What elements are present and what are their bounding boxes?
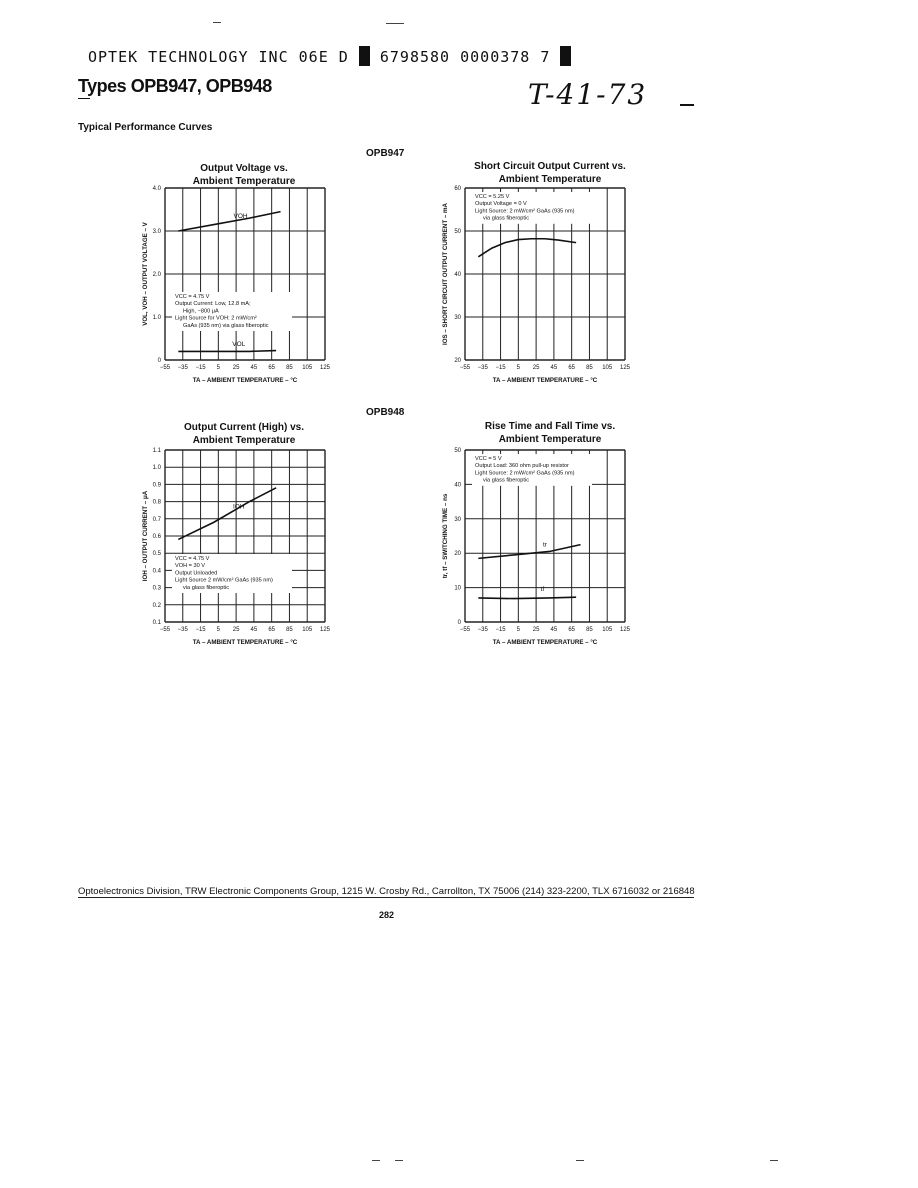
annotation-text: via glass fiberoptic — [183, 584, 230, 591]
chart-title-line: Output Current (High) vs. — [184, 422, 304, 433]
x-tick-label: 25 — [532, 365, 540, 371]
y-axis-label: IOH – OUTPUT CURRENT – μA — [142, 490, 149, 582]
y-tick-label: 0.6 — [152, 534, 161, 540]
annotation-text: Light Source for VOH: 2 mW/cm² — [175, 315, 257, 322]
x-tick-label: 105 — [602, 365, 613, 371]
footer-rule — [78, 897, 694, 898]
chart-short-circuit-current — [430, 180, 645, 390]
black-block-mark — [359, 46, 370, 66]
y-tick-label: 0.1 — [152, 620, 161, 626]
y-tick-label: 0.2 — [152, 602, 161, 609]
annotation-text: VOH = 30 V — [175, 563, 206, 570]
x-tick-label: −35 — [177, 627, 188, 633]
x-tick-label: 125 — [319, 365, 331, 371]
y-tick-label: 30 — [454, 516, 461, 523]
scan-speck — [213, 22, 221, 23]
x-tick-label: 25 — [532, 627, 540, 633]
x-tick-label: 85 — [286, 365, 293, 371]
annotation-text: VCC = 4.75 V — [175, 556, 210, 562]
x-tick-label: −15 — [495, 365, 506, 371]
dash-mark — [680, 104, 694, 106]
y-tick-label: 1.0 — [152, 315, 161, 321]
annotation-text: Output Current: Low, 12.8 mA; — [175, 301, 251, 308]
company-name: OPTEK TECHNOLOGY INC — [88, 48, 289, 66]
x-tick-label: −55 — [459, 365, 471, 371]
chart-title-line: Ambient Temperature — [192, 176, 296, 187]
y-axis-label: VOL, VOH – OUTPUT VOLTAGE – V — [142, 222, 149, 326]
scan-speck — [576, 1160, 584, 1161]
x-tick-label: 125 — [319, 627, 331, 633]
x-tick-label: 45 — [250, 627, 258, 633]
x-tick-label: 65 — [568, 627, 576, 633]
annotation-text: VCC = 5 V — [475, 456, 502, 462]
chart-title-line: Ambient Temperature — [498, 174, 602, 185]
x-tick-label: 5 — [516, 627, 521, 633]
x-tick-label: 105 — [602, 627, 613, 633]
handwritten-note: T-41-73 — [528, 78, 648, 111]
y-tick-label: 40 — [454, 272, 461, 278]
footer-address: Optoelectronics Division, TRW Electronic Components Group, 1215 W. Crosby Rd., Carrollton, TX 75006 (214) 323-2200, TLX 6716032 or 216848 — [78, 886, 695, 897]
x-tick-label: −35 — [477, 627, 488, 633]
x-tick-label: 5 — [216, 627, 221, 633]
chart-title-line: Output Voltage vs. — [200, 163, 288, 174]
y-tick-label: 3.0 — [152, 229, 161, 235]
x-tick-label: −15 — [495, 627, 506, 633]
document-number: 6798580 0000378 7 — [379, 48, 551, 66]
chart-title-line: Ambient Temperature — [192, 435, 296, 446]
y-tick-label: 0.5 — [152, 551, 161, 558]
section-subtitle: Typical Performance Curves — [78, 122, 213, 133]
chart-rise-fall-time — [430, 442, 645, 652]
x-axis-label: TA – AMBIENT TEMPERATURE – °C — [492, 639, 598, 646]
annotation-text: via glass fiberoptic — [483, 477, 530, 484]
x-tick-label: 85 — [586, 627, 593, 633]
scan-speck — [395, 1160, 403, 1161]
x-axis-label: TA – AMBIENT TEMPERATURE – °C — [192, 639, 298, 646]
chart-title-line: Ambient Temperature — [498, 434, 602, 445]
x-tick-label: 65 — [268, 627, 276, 633]
series-line-tr — [478, 545, 580, 559]
chart-output-voltage — [130, 180, 345, 390]
x-tick-label: 45 — [250, 365, 258, 371]
header-line — [88, 46, 571, 66]
x-tick-label: 105 — [302, 627, 313, 633]
y-tick-label: 50 — [454, 448, 461, 454]
annotation-text: Light Source: 2 mW/cm² GaAs (935 nm) — [475, 470, 575, 477]
header-code: 06E D — [298, 48, 349, 66]
annotation-text: High, −800 μA — [183, 308, 219, 315]
y-tick-label: 1.0 — [152, 465, 161, 472]
x-tick-label: 105 — [302, 365, 313, 371]
x-tick-label: 65 — [568, 365, 576, 371]
scan-speck — [372, 1160, 380, 1161]
x-tick-label: 25 — [232, 365, 240, 371]
series-line-ioh — [178, 488, 276, 540]
x-tick-label: 45 — [550, 627, 558, 633]
y-tick-label: 60 — [454, 186, 461, 192]
series-line-ios — [478, 239, 576, 257]
y-tick-label: 20 — [454, 358, 461, 364]
y-axis-label: tr, tf – SWITCHING TIME – ns — [442, 493, 449, 579]
x-tick-label: 85 — [586, 365, 593, 371]
page-title: Types OPB947, OPB948 — [78, 76, 272, 96]
y-tick-label: 50 — [454, 229, 461, 235]
x-tick-label: 65 — [268, 365, 276, 371]
series-label-vol: VOL — [232, 341, 246, 349]
annotation-text: via glass fiberoptic — [483, 215, 530, 222]
x-tick-label: 5 — [516, 365, 521, 371]
black-block-mark — [560, 46, 571, 66]
series-label-tr: tr — [543, 541, 547, 549]
annotation-text: VCC = 4.75 V — [175, 294, 210, 300]
y-tick-label: 4.0 — [152, 186, 161, 192]
x-tick-label: −35 — [177, 365, 188, 371]
annotation-text: Output Unloaded — [175, 570, 218, 577]
x-tick-label: −55 — [459, 627, 471, 633]
series-line-tf — [478, 597, 576, 598]
series-label-tf: tf — [540, 586, 545, 594]
x-tick-label: 85 — [286, 627, 293, 633]
x-tick-label: −55 — [159, 627, 171, 633]
chart-title-line: Short Circuit Output Current vs. — [474, 161, 626, 172]
x-tick-label: 25 — [232, 627, 240, 633]
x-axis-label: TA – AMBIENT TEMPERATURE – °C — [492, 377, 598, 384]
y-tick-label: 30 — [454, 315, 461, 321]
page-number: 282 — [379, 910, 395, 920]
annotation-text: Light Source 2 mW/cm² GaAs (935 nm) — [175, 577, 273, 584]
y-tick-label: 0.4 — [152, 568, 161, 575]
series-line-voh — [178, 212, 280, 231]
x-axis-label: TA – AMBIENT TEMPERATURE – °C — [192, 377, 298, 384]
y-tick-label: 0 — [157, 358, 161, 364]
series-label-voh: VOH — [233, 213, 248, 221]
chart-output-current-high — [130, 442, 345, 652]
annotation-text: Light Source: 2 mW/cm² GaAs (935 nm) — [475, 208, 575, 215]
x-tick-label: 45 — [550, 365, 558, 371]
y-tick-label: 1.1 — [152, 448, 161, 454]
annotation-text: VCC = 5.25 V — [475, 194, 510, 200]
y-tick-label: 10 — [454, 585, 461, 592]
dash-mark — [78, 98, 90, 99]
y-tick-label: 2.0 — [152, 272, 161, 278]
section-label-opb947: OPB947 — [366, 148, 405, 159]
x-tick-label: 5 — [216, 365, 221, 371]
y-tick-label: 0.9 — [152, 482, 161, 489]
x-tick-label: −35 — [477, 365, 488, 371]
y-tick-label: 0.8 — [152, 499, 161, 506]
y-tick-label: 0 — [457, 620, 461, 626]
annotation-text: Output Voltage = 0 V — [475, 201, 527, 208]
x-tick-label: 125 — [619, 365, 631, 371]
section-label-opb948: OPB948 — [366, 407, 405, 418]
y-tick-label: 20 — [454, 551, 461, 558]
scan-speck — [770, 1160, 778, 1161]
y-tick-label: 0.7 — [152, 516, 161, 523]
annotation-text: Output Load: 360 ohm pull-up resistor — [475, 463, 569, 470]
chart-title-line: Rise Time and Fall Time vs. — [484, 421, 616, 432]
scan-speck — [386, 23, 404, 24]
y-tick-label: 40 — [454, 482, 461, 489]
y-tick-label: 0.3 — [152, 585, 161, 592]
x-tick-label: −15 — [195, 627, 206, 633]
x-tick-label: −15 — [195, 365, 206, 371]
x-tick-label: −55 — [159, 365, 171, 371]
annotation-text: GaAs (935 nm) via glass fiberoptic — [183, 322, 269, 329]
series-label-ioh: IOH — [232, 503, 245, 511]
y-axis-label: IOS – SHORT CIRCUIT OUTPUT CURRENT – mA — [442, 203, 449, 345]
x-tick-label: 125 — [619, 627, 631, 633]
series-line-vol — [178, 351, 276, 352]
